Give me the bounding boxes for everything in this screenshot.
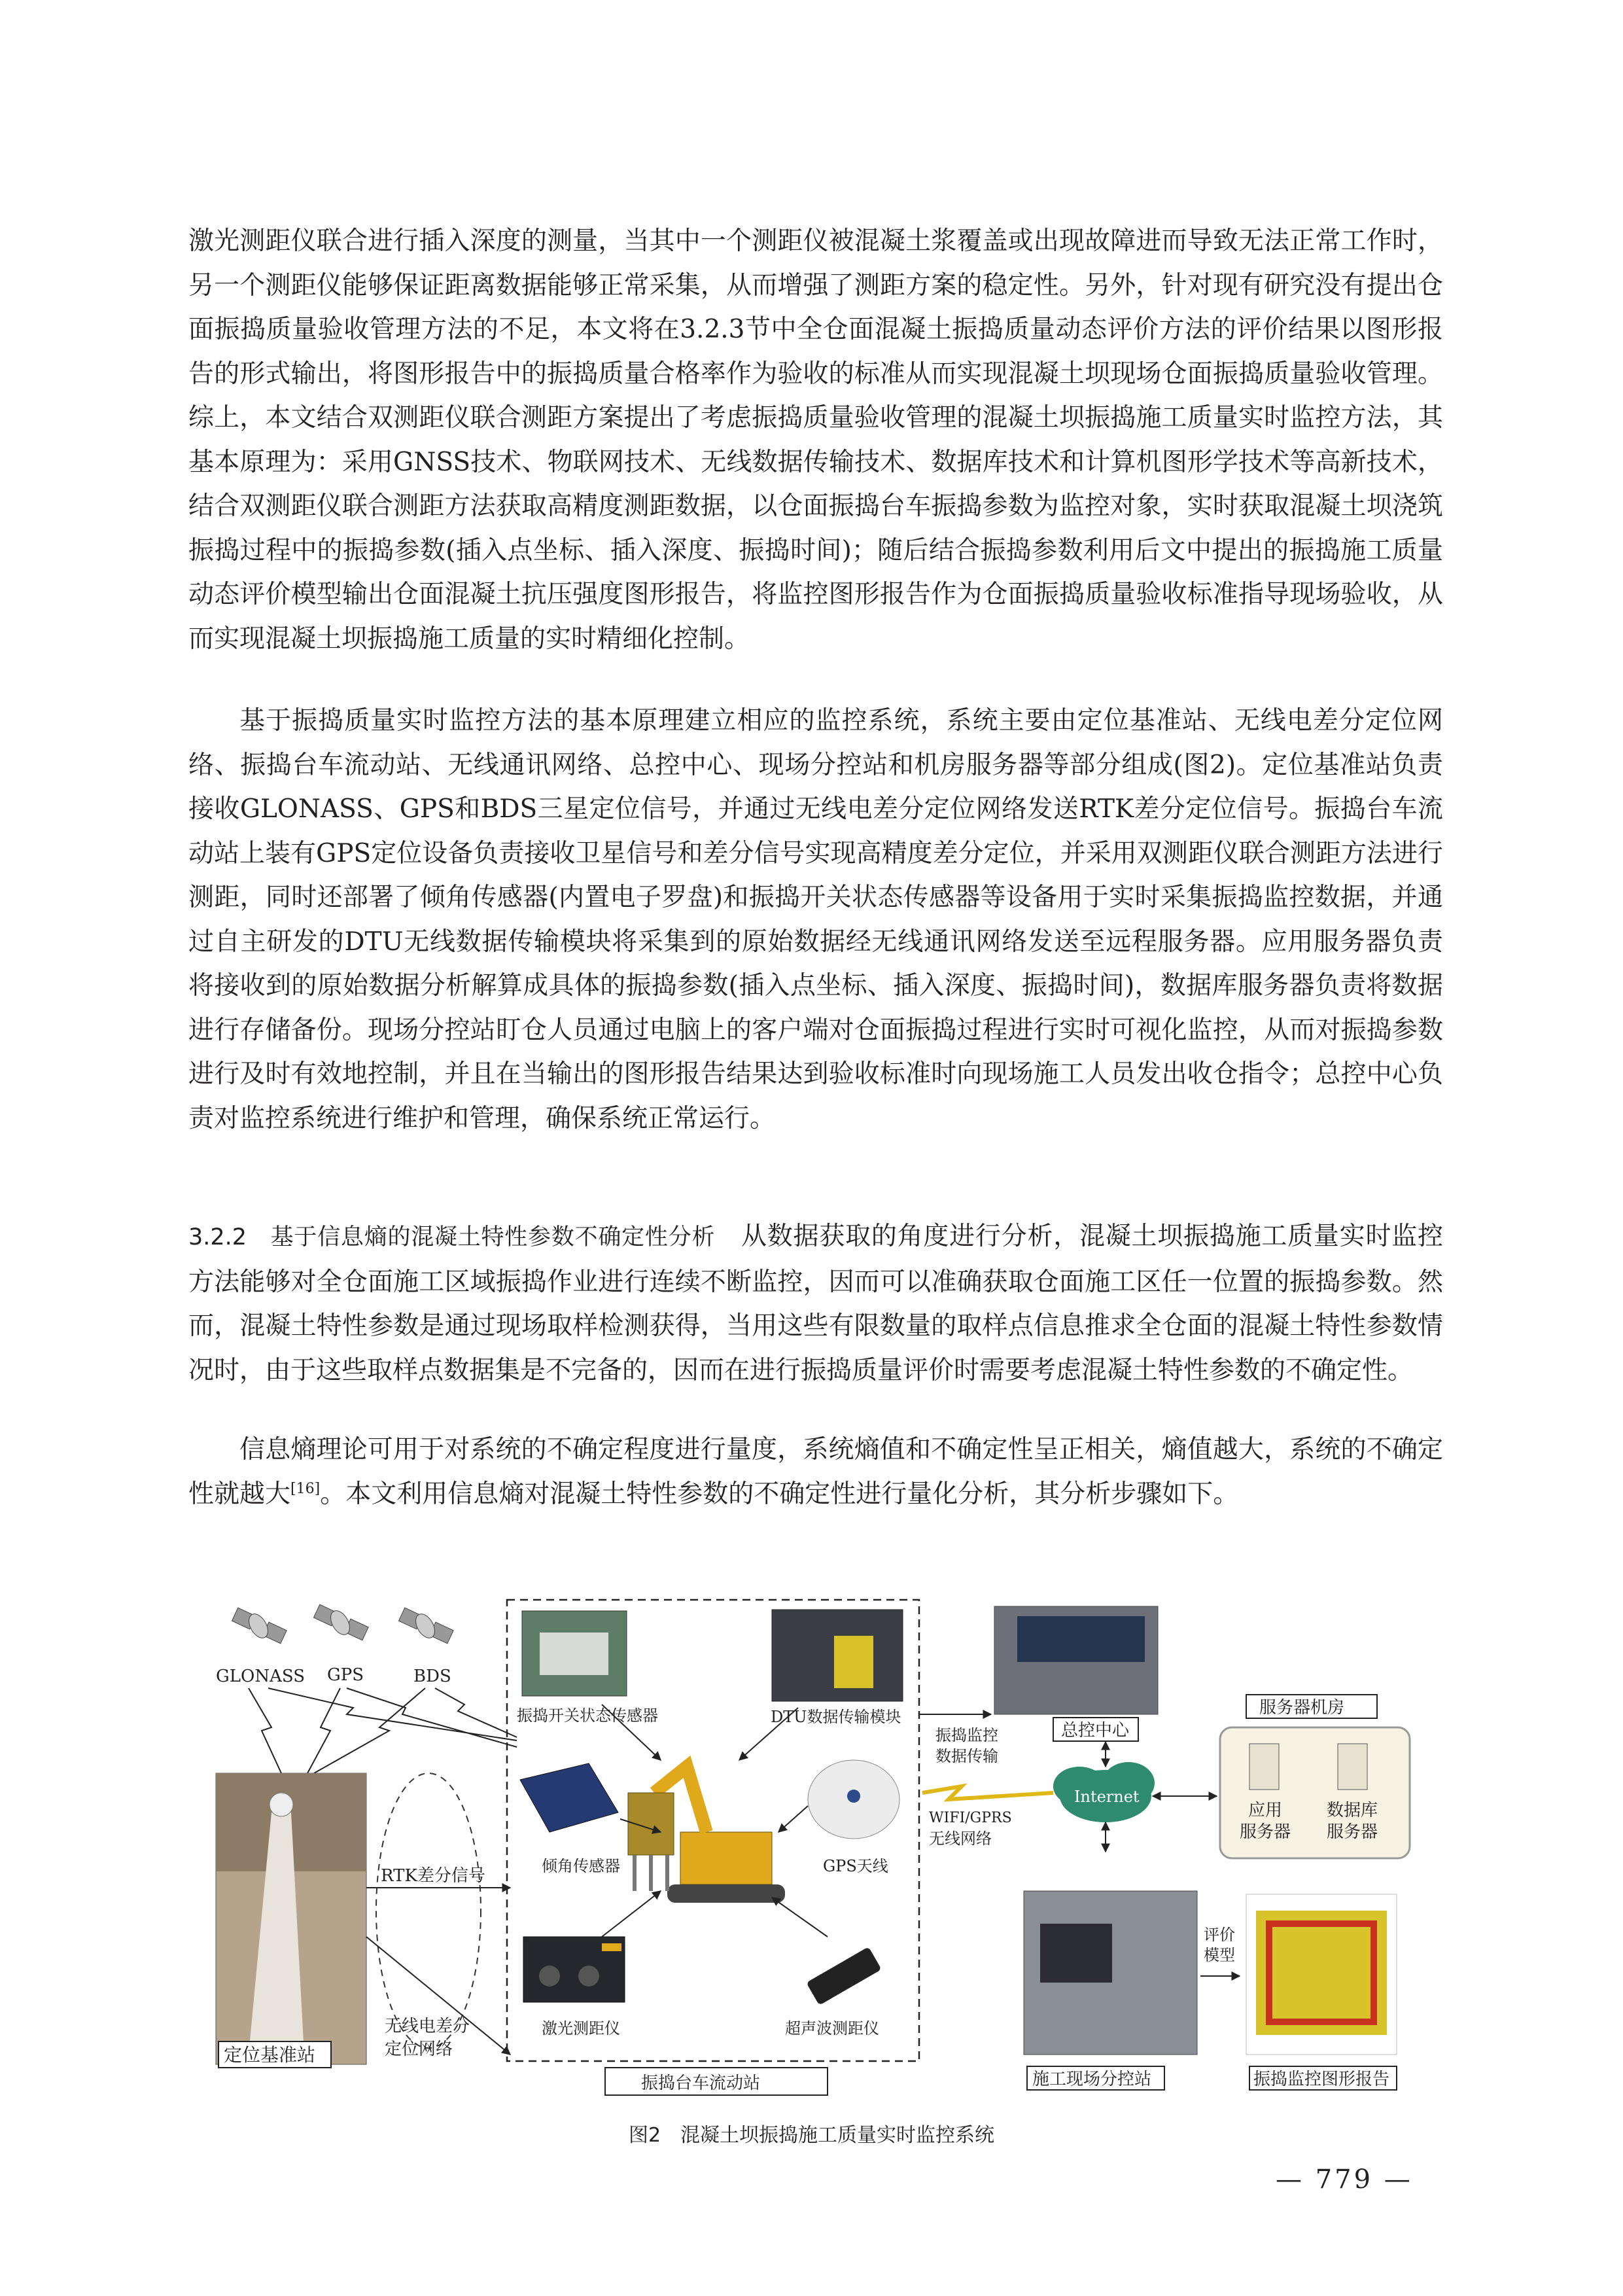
base-station-label: 定位基准站 [224,2044,316,2066]
field-station-label: 施工现场分控站 [1032,2070,1152,2089]
eval-model-label-1: 评价 [1204,1926,1235,1944]
paragraph-4-text-b: 。本文利用信息熵对混凝土特性参数的不确定性进行量化分析，其分析步骤如下。 [320,1479,1239,1509]
paragraph-3-text: 从数据获取的角度进行分析，混凝土坝振捣施工质量实时监控方法能够对全仓面施工区域振捣作业进行连续不断监控，因而可以准确获取仓面施工区任一位置的振捣参数。然而，混凝土特性参数是通过现场取样检测获得，当用这些有限数量的取样点信息推求全仓面的混凝土特性参数情况时，由于这些取样点数据集是不完备的，因而在进行振捣质量评价时需要考虑混凝土特性参数的不确定性。 [188,1222,1443,1385]
radio-network-label-1: 无线电差分 [385,2017,470,2036]
data-transfer-label-1: 振捣监控 [935,1726,998,1744]
figure-2-system-diagram [209,1597,1413,2113]
db-server-icon [1338,1744,1367,1790]
eval-model-label-2: 模型 [1204,1946,1235,1964]
rtk-signal-label: RTK差分信号 [381,1866,485,1886]
control-center-label: 总控中心 [1061,1721,1130,1740]
gps-antenna-logo [847,1790,860,1803]
ultrasonic-rangefinder-image [806,1947,881,2005]
rover-station-label: 振捣台车流动站 [641,2074,761,2093]
db-server-label-2: 服务器 [1327,1822,1378,1842]
radio-network-label-2: 定位网络 [385,2040,453,2059]
satellite-signal-lines [249,1688,517,1773]
control-center-video-wall [1017,1616,1145,1662]
dtu-module-device [834,1636,873,1688]
sat-label-bds: BDS [413,1667,451,1686]
wireless-network-label: 无线网络 [929,1829,992,1848]
satellite-icon-gps [314,1604,369,1640]
wifi-gprs-label: WIFI/GPRS [929,1810,1012,1826]
paragraph-2: 基于振捣质量实时监控方法的基本原理建立相应的监控系统，系统主要由定位基准站、无线电差分定位网络、振捣台车流动站、无线通讯网络、总控中心、现场分控站和机房服务器等部分组成(图2)。定位基准站负责接收GLONASS、GPS和BDS三星定位信号，并通过无线电差分定位网络发送RTK差分定位信号。振捣台车流动站上装有GPS定位设备负责接收卫星信号和差分信号实现高精度差分定位，并采用双测距仪联合测距方法进行测距，同时还部署了倾角传感器(内置电子罗盘)和振捣开关状态传感器等设备用于实时采集振捣监控数据，并通过自主研发的DTU无线数据传输模块将采集到的原始数据经无线通讯网络发送至远程服务器。应用服务器负责将接收到的原始数据分析解算成具体的振捣参数(插入点坐标、插入深度、振捣时间)，数据库服务器负责将数据进行存储备份。现场分控站盯仓人员通过电脑上的客户端对仓面振捣过程进行实时可视化监控，从而对振捣参数进行及时有效地控制，并且在当输出的图形报告结果达到验收标准时向现场施工人员发出收仓指令；总控中心负责对监控系统进行维护和管理，确保系统正常运行。 [188,706,1443,1133]
paragraph-4 [188,1428,1443,1516]
paragraph-4-text-a: 信息熵理论可用于对系统的不确定程度进行量度，系统熵值和不确定性呈正相关，熵值越大，系统的不确定性就越大 [188,1435,1443,1509]
vib-switch-sensor-panel [540,1633,608,1675]
app-server-label-1: 应用 [1248,1801,1283,1820]
satellite-icon-glonass [232,1608,287,1644]
data-transfer-label-2: 数据传输 [935,1747,998,1765]
paragraph-3 [188,1214,1443,1392]
server-room-label: 服务器机房 [1259,1698,1345,1718]
wifi-zigzag-icon [922,1786,1053,1799]
tilt-sensor-image [520,1763,618,1832]
page-number: — 779 — [1276,2164,1413,2195]
section-title-3-2-2: 3.2.2 基于信息熵的混凝土特性参数不确定性分析 [188,1224,716,1250]
internet-label: Internet [1074,1788,1140,1806]
figure-2-caption: 图2 混凝土坝振捣施工质量实时监控系统 [628,2124,995,2147]
db-server-label-1: 数据库 [1327,1801,1378,1820]
sat-label-glonass: GLONASS [216,1667,305,1686]
field-station-monitor [1040,1924,1112,1983]
citation-16: [16] [290,1480,321,1497]
excavator-vibrator-icon [628,1767,785,1903]
gps-antenna-label: GPS天线 [823,1857,888,1875]
satellite-icon-bds [399,1608,454,1644]
app-server-icon [1249,1744,1279,1790]
sat-label-gps: GPS [327,1665,364,1685]
ultrasonic-rangefinder-label: 超声波测距仪 [785,2019,879,2038]
report-heatmap [1256,1911,1387,2035]
laser-rangefinder-label: 激光测距仪 [542,2019,620,2038]
vib-switch-sensor-label: 振捣开关状态传感器 [517,1706,658,1725]
radio-network-ellipse [376,1773,481,2048]
app-server-label-2: 服务器 [1240,1822,1291,1842]
dtu-module-label: DTU数据传输模块 [771,1708,901,1726]
report-label: 振捣监控图形报告 [1253,2070,1390,2089]
tilt-sensor-label: 倾角传感器 [542,1857,620,1875]
paragraph-1: 激光测距仪联合进行插入深度的测量，当其中一个测距仪被混凝土浆覆盖或出现故障进而导致无法正常工作时，另一个测距仪能够保证距离数据能够正常采集，从而增强了测距方案的稳定性。另外，针对现有研究没有提出仓面振捣质量验收管理方法的不足，本文将在3.2.3节中全仓面混凝土振捣质量动态评价方法的评价结果以图形报告的形式输出，将图形报告中的振捣质量合格率作为验收的标准从而实现混凝土坝现场仓面振捣质量验收管理。综上，本文结合双测距仪联合测距方案提出了考虑振捣质量验收管理的混凝土坝振捣施工质量实时监控方法，其基本原理为：采用GNSS技术、物联网技术、无线数据传输技术、数据库技术和计算机图形学技术等高新技术，结合双测距仪联合测距方法获取高精度测距数据，以仓面振捣台车振捣参数为监控对象，实时获取混凝土坝浇筑振捣过程中的振捣参数(插入点坐标、插入深度、振捣时间)；随后结合振捣参数利用后文中提出的振捣施工质量动态评价模型输出仓面混凝土抗压强度图形报告，将监控图形报告作为仓面振捣质量验收标准指导现场验收，从而实现混凝土坝振捣施工质量的实时精细化控制。 [188,226,1443,654]
base-station-antenna-icon [270,1793,293,1816]
